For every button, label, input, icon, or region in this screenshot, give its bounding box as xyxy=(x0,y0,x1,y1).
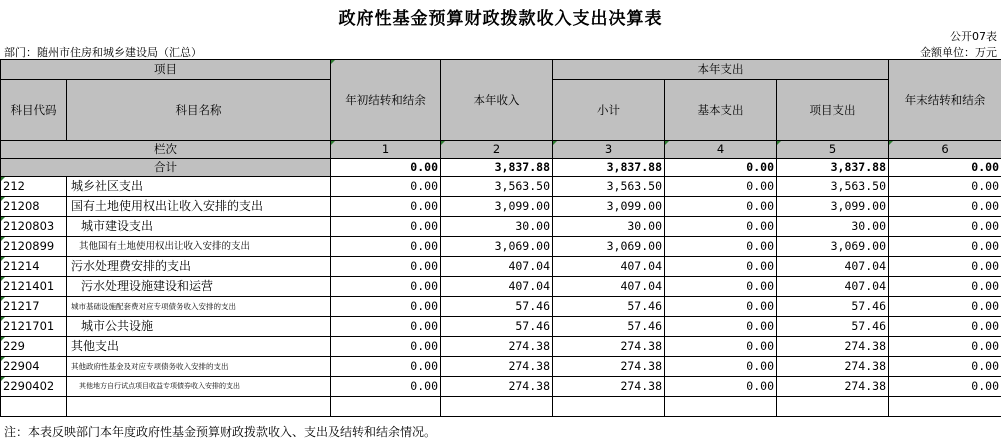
row-value: 3,099.00 xyxy=(441,197,553,217)
row-value: 0.00 xyxy=(331,337,441,357)
row-value: 0.00 xyxy=(331,317,441,337)
footer-note: 注：本表反映部门本年度政府性基金预算财政拨款收入、支出及结转和结余情况。 xyxy=(4,425,437,439)
row-code: 2120899 xyxy=(1,237,67,257)
row-value: 3,099.00 xyxy=(777,197,889,217)
row-name: 国有土地使用权出让收入安排的支出 xyxy=(67,197,331,217)
header-income: 本年收入 xyxy=(441,60,553,141)
row-value: 0.00 xyxy=(665,177,777,197)
row-name: 其他政府性基金及对应专项债务收入安排的支出 xyxy=(67,357,331,377)
row-value: 0.00 xyxy=(665,277,777,297)
total-value: 3,837.88 xyxy=(553,159,665,177)
column-index-6: 6 xyxy=(889,141,1001,159)
row-value: 0.00 xyxy=(665,357,777,377)
header-project: 项目支出 xyxy=(777,80,889,141)
row-value: 0.00 xyxy=(331,297,441,317)
row-value: 274.38 xyxy=(553,357,665,377)
empty-cell xyxy=(665,397,777,417)
row-value: 57.46 xyxy=(441,317,553,337)
budget-table xyxy=(0,59,1001,417)
form-number: 公开07表 xyxy=(950,30,997,43)
row-value: 0.00 xyxy=(889,357,1001,377)
row-value: 0.00 xyxy=(331,357,441,377)
row-value: 0.00 xyxy=(331,177,441,197)
empty-cell xyxy=(1,397,67,417)
row-name: 污水处理费安排的支出 xyxy=(67,257,331,277)
total-value: 0.00 xyxy=(665,159,777,177)
row-code: 2121701 xyxy=(1,317,67,337)
row-value: 0.00 xyxy=(665,337,777,357)
row-value: 3,099.00 xyxy=(553,197,665,217)
column-index-4: 4 xyxy=(665,141,777,159)
row-value: 0.00 xyxy=(331,197,441,217)
row-name: 城市基础设施配套费对应专项债务收入安排的支出 xyxy=(67,297,331,317)
department-label: 部门：随州市住房和城乡建设局（汇总） xyxy=(4,46,202,59)
row-value: 30.00 xyxy=(441,217,553,237)
row-name: 其他国有土地使用权出让收入安排的支出 xyxy=(67,237,331,257)
row-code: 229 xyxy=(1,337,67,357)
row-value: 3,563.50 xyxy=(777,177,889,197)
column-index-3: 3 xyxy=(553,141,665,159)
row-value: 57.46 xyxy=(553,297,665,317)
row-value: 274.38 xyxy=(441,377,553,397)
row-value: 0.00 xyxy=(665,197,777,217)
column-index-1: 1 xyxy=(331,141,441,159)
row-name: 其他支出 xyxy=(67,337,331,357)
row-value: 274.38 xyxy=(777,337,889,357)
row-value: 57.46 xyxy=(777,297,889,317)
table-row xyxy=(1,337,1001,357)
row-name: 城市建设支出 xyxy=(67,217,331,237)
empty-cell xyxy=(67,397,331,417)
row-code: 2121401 xyxy=(1,277,67,297)
row-value: 3,563.50 xyxy=(441,177,553,197)
empty-cell xyxy=(777,397,889,417)
column-index-2: 2 xyxy=(441,141,553,159)
row-value: 0.00 xyxy=(889,317,1001,337)
row-value: 0.00 xyxy=(331,237,441,257)
row-value: 274.38 xyxy=(441,357,553,377)
unit-label: 金额单位：万元 xyxy=(920,46,997,59)
row-code: 21214 xyxy=(1,257,67,277)
row-value: 0.00 xyxy=(889,177,1001,197)
header-name: 科目名称 xyxy=(67,80,331,141)
total-value: 3,837.88 xyxy=(777,159,889,177)
row-value: 407.04 xyxy=(777,257,889,277)
table-row xyxy=(1,277,1001,297)
row-value: 407.04 xyxy=(777,277,889,297)
empty-cell xyxy=(889,397,1001,417)
empty-row xyxy=(1,397,1001,417)
row-value: 30.00 xyxy=(777,217,889,237)
header-code: 科目代码 xyxy=(1,80,67,141)
row-value: 0.00 xyxy=(889,217,1001,237)
header-item: 项目 xyxy=(1,60,331,80)
header-expense-group: 本年支出 xyxy=(553,60,889,80)
table-row xyxy=(1,217,1001,237)
row-value: 0.00 xyxy=(889,337,1001,357)
row-value: 0.00 xyxy=(889,277,1001,297)
column-index-5: 5 xyxy=(777,141,889,159)
row-value: 3,069.00 xyxy=(441,237,553,257)
header-end-balance: 年末结转和结余 xyxy=(889,60,1001,141)
row-code: 2290402 xyxy=(1,377,67,397)
total-value: 0.00 xyxy=(331,159,441,177)
row-value: 3,069.00 xyxy=(553,237,665,257)
header-subtotal: 小计 xyxy=(553,80,665,141)
table-row xyxy=(1,357,1001,377)
total-row xyxy=(1,159,1001,177)
row-code: 22904 xyxy=(1,357,67,377)
row-value: 0.00 xyxy=(331,377,441,397)
table-row xyxy=(1,177,1001,197)
row-value: 0.00 xyxy=(331,217,441,237)
row-code: 212 xyxy=(1,177,67,197)
row-code: 2120803 xyxy=(1,217,67,237)
row-value: 0.00 xyxy=(665,237,777,257)
column-index-label: 栏次 xyxy=(1,141,331,159)
row-value: 3,069.00 xyxy=(777,237,889,257)
row-value: 0.00 xyxy=(331,277,441,297)
total-value: 3,837.88 xyxy=(441,159,553,177)
row-value: 274.38 xyxy=(777,357,889,377)
row-value: 407.04 xyxy=(553,257,665,277)
header-begin-balance: 年初结转和结余 xyxy=(331,60,441,141)
table-row xyxy=(1,377,1001,397)
row-value: 0.00 xyxy=(889,297,1001,317)
row-value: 57.46 xyxy=(777,317,889,337)
table-row xyxy=(1,197,1001,217)
row-name: 城市公共设施 xyxy=(67,317,331,337)
row-name: 污水处理设施建设和运营 xyxy=(67,277,331,297)
empty-cell xyxy=(331,397,441,417)
total-value: 0.00 xyxy=(889,159,1001,177)
row-value: 0.00 xyxy=(889,237,1001,257)
header-basic: 基本支出 xyxy=(665,80,777,141)
row-value: 0.00 xyxy=(665,217,777,237)
row-value: 0.00 xyxy=(665,297,777,317)
row-value: 274.38 xyxy=(441,337,553,357)
table-row xyxy=(1,317,1001,337)
row-code: 21208 xyxy=(1,197,67,217)
empty-cell xyxy=(553,397,665,417)
row-value: 0.00 xyxy=(665,317,777,337)
table-row xyxy=(1,297,1001,317)
total-label: 合计 xyxy=(1,159,331,177)
row-value: 0.00 xyxy=(889,197,1001,217)
row-value: 0.00 xyxy=(665,377,777,397)
row-value: 274.38 xyxy=(777,377,889,397)
table-row xyxy=(1,237,1001,257)
row-value: 0.00 xyxy=(889,257,1001,277)
row-value: 407.04 xyxy=(441,257,553,277)
row-value: 407.04 xyxy=(441,277,553,297)
row-value: 57.46 xyxy=(441,297,553,317)
row-value: 274.38 xyxy=(553,337,665,357)
row-code: 21217 xyxy=(1,297,67,317)
row-name: 其他地方自行试点项目收益专项债券收入安排的支出 xyxy=(67,377,331,397)
row-value: 407.04 xyxy=(553,277,665,297)
page-title: 政府性基金预算财政拨款收入支出决算表 xyxy=(338,9,663,29)
row-value: 0.00 xyxy=(889,377,1001,397)
row-value: 0.00 xyxy=(331,257,441,277)
row-value: 274.38 xyxy=(553,377,665,397)
row-value: 57.46 xyxy=(553,317,665,337)
row-value: 0.00 xyxy=(665,257,777,277)
row-name: 城乡社区支出 xyxy=(67,177,331,197)
row-value: 30.00 xyxy=(553,217,665,237)
empty-cell xyxy=(441,397,553,417)
table-row xyxy=(1,257,1001,277)
row-value: 3,563.50 xyxy=(553,177,665,197)
